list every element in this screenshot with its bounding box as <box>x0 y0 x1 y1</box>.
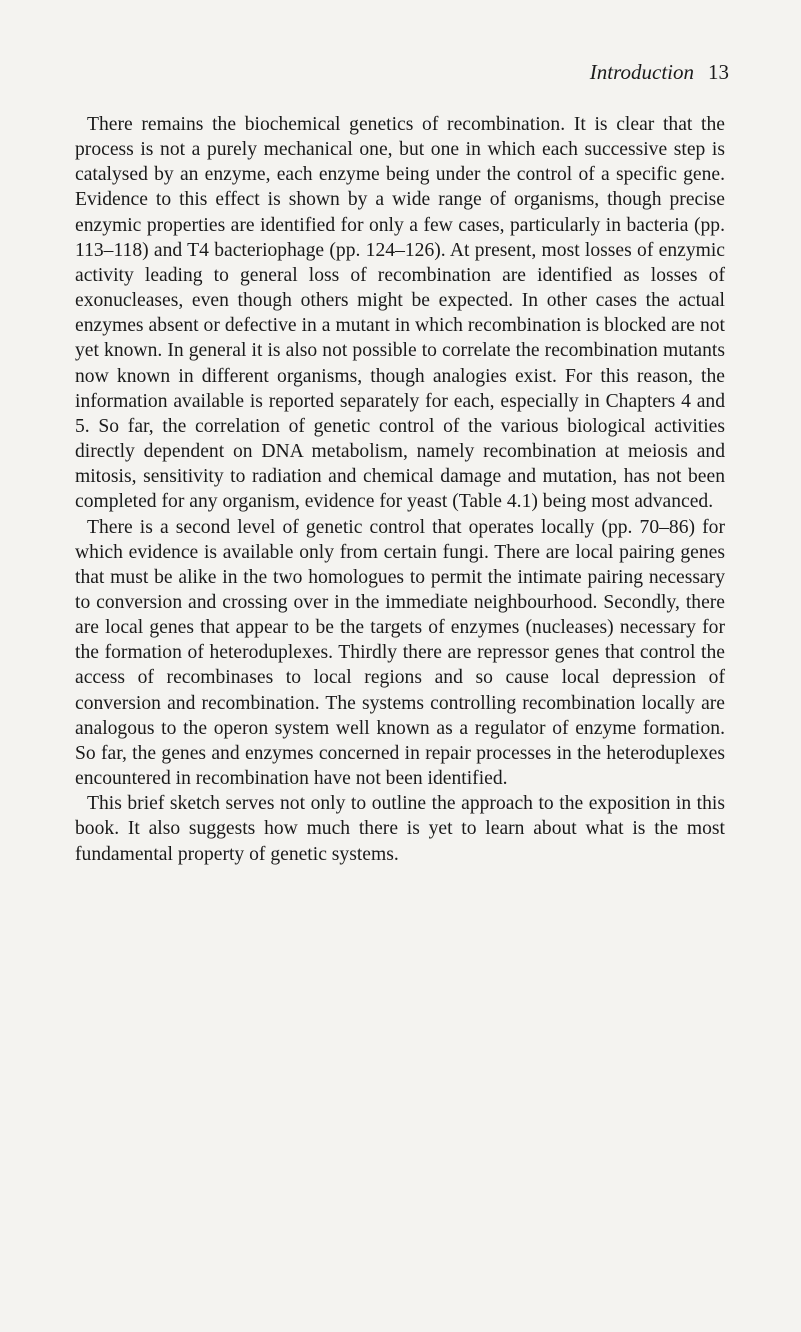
chapter-title: Introduction <box>589 60 694 84</box>
paragraph-brief-sketch: This brief sketch serves not only to outline the approach to the exposition in this book. It also suggests how much there is yet to learn about what is the most fundamental property of genetic systems. <box>75 793 725 865</box>
body-text <box>75 112 725 867</box>
paragraph-local-control: There is a second level of genetic control that operates locally (pp. 70–86) for which evidence is available only from certain fungi. There are local pairing genes that must be alike in the two homologues to permit the intimate pairing necessary to conversion and crossing over in the immediate neighbourhood. Secondly, there are local genes that appear to be the targets of enzymes (nucleases) necessary for the formation of heteroduplexes. Thirdly there are repressor genes that control the access of recombinases to local regions and so cause local depression of conversion and recombination. The systems controlling recombination locally are analogous to the operon system well known as a regulator of enzyme formation. So far, the genes and enzymes concerned in repair processes in the heteroduplexes encountered in recombination have not been identified. <box>75 516 725 790</box>
paragraph-biochemical-genetics: There remains the biochemical genetics of recombination. It is clear that the process is not a purely mechanical one, but one in which each successive step is catalysed by an enzyme, each enzyme being under the control of a specific gene. Evidence to this effect is shown by a wide range of organisms, though precise enzymic properties are identified for only a few cases, particularly in bacteria (pp. 113–118) and T4 bacteriophage (pp. 124–126). At present, most losses of enzymic activity leading to general loss of recombination are identified as losses of exonucleases, even though others might be expected. In other cases the actual enzymes absent or defective in a mutant in which recombination is blocked are not yet known. In general it is also not possible to correlate the recombination mutants now known in different organisms, though analogies exist. For this reason, the information available is reported separately for each, especially in Chapters 4 and 5. So far, the correlation of genetic control of the various biological activities directly dependent on DNA metabolism, namely recombination at meiosis and mitosis, sensitivity to radiation and chemical damage and mutation, has not been completed for any organism, evidence for yeast (Table 4.1) being most advanced. <box>75 114 725 513</box>
running-header <box>590 60 729 85</box>
page-number: 13 <box>708 60 729 84</box>
